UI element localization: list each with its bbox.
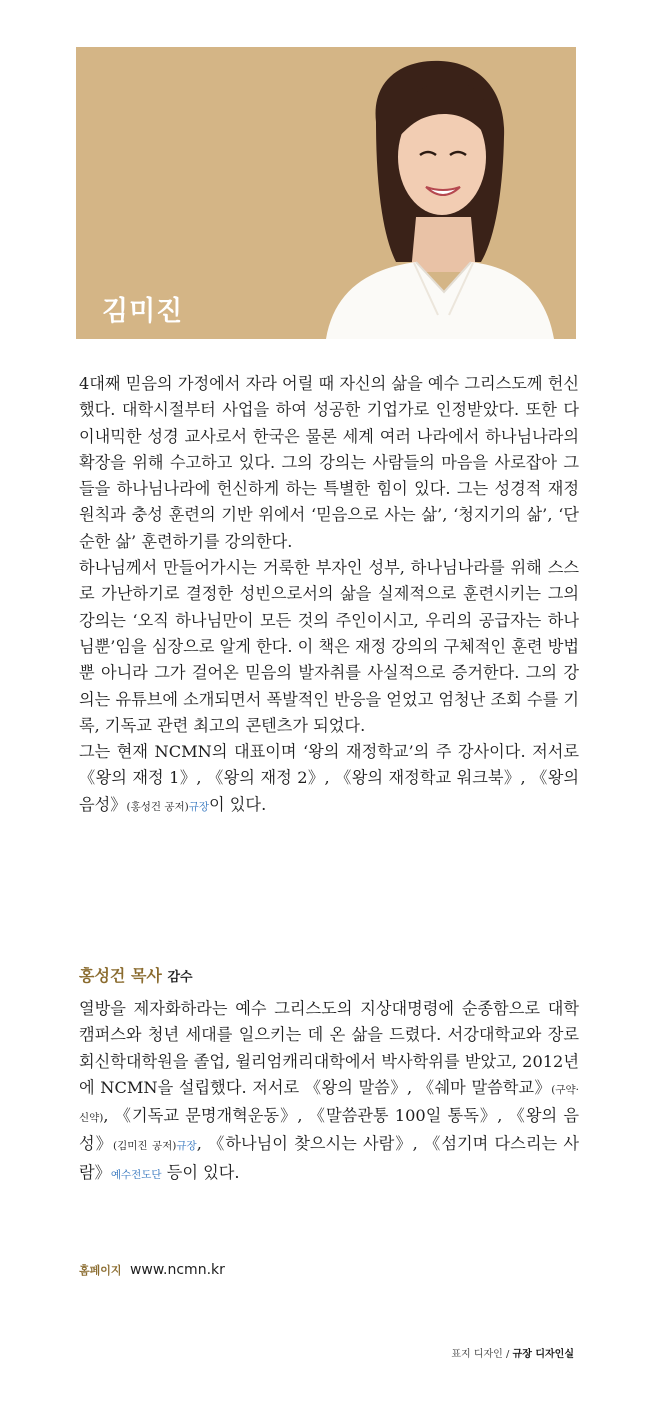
book-note: (구약·신약): [79, 1083, 579, 1125]
bio-paragraph: 4대째 믿음의 가정에서 자라 어릴 때 자신의 삶을 예수 그리스도께 헌신했다. 대학시절부터 사업을 하여 성공한 기업가로 인정받았다. 또한 다이내믹한 성경 교사로서 한국은 물론 세계 여러 나라에서 하나님나라의 확장을 위해 수고하고 있다. 그의 강의는 사람들의 마음을 사로잡아 그들을 하나님나라에 헌신하게 하는 특별한 힘이 있다. 그는 성경적 재정 원칙과 충성 훈련의 기반 위에서 ‘믿음으로 사는 삶’, ‘청지기의 삶’, ‘단순한 삶’ 훈련하기를 강의한다.: [79, 374, 579, 551]
credit-label: 표지 디자인 /: [451, 1349, 510, 1360]
publisher-name: 예수전도단: [110, 1168, 162, 1181]
publisher-name: 규장: [188, 800, 210, 813]
bio-text: 그는 현재 NCMN의 대표이며 ‘왕의 재정학교’의 주 강사이다. 저서로 《왕의 재정 1》, 《왕의 재정 2》, 《왕의 재정학교 워크북》, 《왕의 음성》: [79, 742, 579, 814]
coauthor-note: (김미진 공저): [113, 1140, 177, 1153]
supervisor-text: , 《하나님이 찾으시는 사람》, 《섬기며 다스리는 사람》: [79, 1134, 579, 1182]
publisher-name: 규장: [176, 1140, 197, 1153]
homepage-url[interactable]: www.ncmn.kr: [129, 1262, 225, 1278]
supervisor-text: 열방을 제자화하라는 예수 그리스도의 지상대명령에 순종함으로 대학 캠퍼스와 청년 세대를 일으키는 데 온 삶을 드렸다. 서강대학교와 장로회신학대학원을 졸업, 윌리엄캐리대학에서 박사학위를 받았고, 2012년에 NCMN을 설립했다. 저서로 《왕의 말씀》, 《쉐마 말씀학교》: [79, 999, 579, 1097]
bio-end: 이 있다.: [209, 794, 267, 814]
cover-design-credit: [451, 1345, 574, 1360]
supervisor-end: 등이 있다.: [161, 1162, 240, 1182]
homepage: [79, 1262, 225, 1278]
coauthor-note: (홍성건 공저): [126, 800, 189, 813]
credit-studio: 규장 디자인실: [512, 1349, 574, 1360]
supervisor-text: , 《기독교 문명개혁운동》, 《말씀관통 100일 통독》, 《왕의 음성》: [79, 1106, 579, 1154]
supervisor-role: 감수: [167, 970, 193, 985]
supervisor-bio: [79, 996, 579, 1188]
author-bio: [79, 371, 579, 820]
bio-paragraph-last: [79, 739, 579, 820]
supervisor-name: 홍성건 목사: [79, 966, 162, 985]
homepage-label: 홈페이지: [79, 1264, 122, 1277]
bio-paragraph: 하나님께서 만들어가시는 거룩한 부자인 성부, 하나님나라를 위해 스스로 가난하기로 결정한 성빈으로서의 삶을 실제적으로 훈련시키는 그의 강의는 ‘오직 하나님만이 모든 것의 주인이시고, 우리의 공급자는 하나님뿐’임을 심장으로 알게 한다. 이 책은 재정 강의의 구체적인 훈련 방법뿐 아니라 그가 걸어온 믿음의 발자취를 사실적으로 증거한다. 그의 강의는 유튜브에 소개되면서 폭발적인 반응을 얻었고 엄청난 조회 수를 기록, 기독교 관련 최고의 콘텐츠가 되었다.: [79, 558, 579, 735]
author-name: 김미진: [102, 296, 184, 327]
supervisor-heading: [79, 963, 193, 986]
author-photo: [76, 47, 576, 339]
